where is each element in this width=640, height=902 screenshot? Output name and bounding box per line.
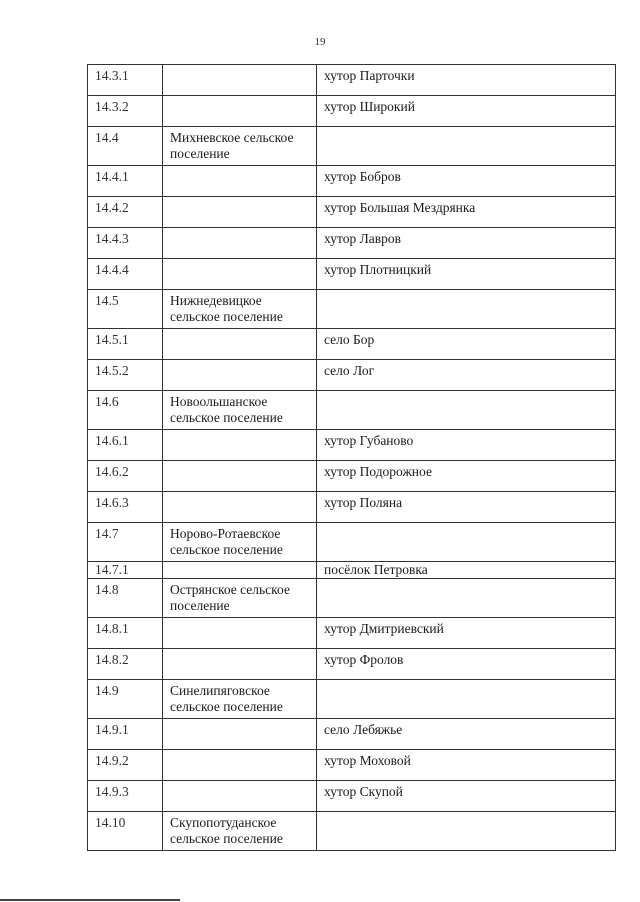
table-row	[88, 259, 616, 290]
settlement-name	[163, 649, 317, 680]
row-number: 14.7	[88, 523, 163, 562]
row-number: 14.10	[88, 812, 163, 851]
row-number: 14.8.1	[88, 618, 163, 649]
settlement-name	[163, 228, 317, 259]
settlement-name: Норово-Ротаевское сельское поселение	[163, 523, 317, 562]
locality-name: хутор Дмитриевский	[317, 618, 616, 649]
row-number: 14.8	[88, 579, 163, 618]
locality-name: хутор Лавров	[317, 228, 616, 259]
locality-name: посёлок Петровка	[317, 562, 616, 579]
row-number: 14.3.2	[88, 96, 163, 127]
table-body	[88, 65, 616, 851]
row-number: 14.6.3	[88, 492, 163, 523]
settlement-name	[163, 166, 317, 197]
settlement-name: Острянское сельское поселение	[163, 579, 317, 618]
settlement-name: Нижнедевицкое сельское поселение	[163, 290, 317, 329]
row-number: 14.6.2	[88, 461, 163, 492]
settlement-name: Синелипяговское сельское поселение	[163, 680, 317, 719]
locality-name: село Лог	[317, 360, 616, 391]
locality-name: хутор Губаново	[317, 430, 616, 461]
row-number: 14.9	[88, 680, 163, 719]
table-row	[88, 127, 616, 166]
table-row	[88, 812, 616, 851]
settlement-name	[163, 719, 317, 750]
row-number: 14.5	[88, 290, 163, 329]
locality-name: село Бор	[317, 329, 616, 360]
table-row	[88, 166, 616, 197]
settlement-name	[163, 618, 317, 649]
table-row	[88, 579, 616, 618]
row-number: 14.3.1	[88, 65, 163, 96]
row-number: 14.6.1	[88, 430, 163, 461]
row-number: 14.4	[88, 127, 163, 166]
settlement-name	[163, 360, 317, 391]
table-row	[88, 680, 616, 719]
table-row	[88, 290, 616, 329]
table-row	[88, 228, 616, 259]
row-number: 14.4.3	[88, 228, 163, 259]
table-row	[88, 391, 616, 430]
locality-name	[317, 523, 616, 562]
table-row	[88, 197, 616, 228]
settlement-name	[163, 461, 317, 492]
table-row	[88, 96, 616, 127]
settlement-name	[163, 329, 317, 360]
locality-name	[317, 579, 616, 618]
locality-name: хутор Широкий	[317, 96, 616, 127]
locality-name	[317, 391, 616, 430]
locality-name: хутор Моховой	[317, 750, 616, 781]
locality-name: хутор Поляна	[317, 492, 616, 523]
locality-name: хутор Фролов	[317, 649, 616, 680]
row-number: 14.4.1	[88, 166, 163, 197]
table-row	[88, 649, 616, 680]
settlement-name	[163, 430, 317, 461]
locality-name: хутор Парточки	[317, 65, 616, 96]
row-number: 14.5.2	[88, 360, 163, 391]
settlement-name: Михневское сельское поселение	[163, 127, 317, 166]
locality-name: хутор Подорожное	[317, 461, 616, 492]
settlement-name	[163, 65, 317, 96]
row-number: 14.5.1	[88, 329, 163, 360]
locality-name	[317, 812, 616, 851]
row-number: 14.4.2	[88, 197, 163, 228]
settlement-name	[163, 259, 317, 290]
settlement-name	[163, 750, 317, 781]
settlement-name	[163, 96, 317, 127]
table-row	[88, 65, 616, 96]
page-number: 19	[314, 36, 326, 48]
row-number: 14.8.2	[88, 649, 163, 680]
locality-name: хутор Большая Мездрянка	[317, 197, 616, 228]
row-number: 14.6	[88, 391, 163, 430]
table-row	[88, 492, 616, 523]
locality-name	[317, 680, 616, 719]
row-number: 14.7.1	[88, 562, 163, 579]
footer-rule	[0, 899, 180, 901]
table-row	[88, 618, 616, 649]
table-row	[88, 329, 616, 360]
locality-name: село Лебяжье	[317, 719, 616, 750]
table-row	[88, 562, 616, 579]
table-row	[88, 781, 616, 812]
locality-name: хутор Плотницкий	[317, 259, 616, 290]
row-number: 14.4.4	[88, 259, 163, 290]
table-row	[88, 430, 616, 461]
settlement-name: Скупопотуданское сельское поселение	[163, 812, 317, 851]
row-number: 14.9.2	[88, 750, 163, 781]
settlement-name	[163, 562, 317, 579]
table-row	[88, 719, 616, 750]
table-row	[88, 750, 616, 781]
settlement-name	[163, 197, 317, 228]
table-row	[88, 360, 616, 391]
locality-name: хутор Бобров	[317, 166, 616, 197]
locality-name: хутор Скупой	[317, 781, 616, 812]
settlement-name	[163, 492, 317, 523]
table-row	[88, 523, 616, 562]
row-number: 14.9.1	[88, 719, 163, 750]
row-number: 14.9.3	[88, 781, 163, 812]
settlements-table	[87, 64, 616, 851]
settlement-name: Новоольшанское сельское поселение	[163, 391, 317, 430]
settlement-name	[163, 781, 317, 812]
table-row	[88, 461, 616, 492]
locality-name	[317, 290, 616, 329]
locality-name	[317, 127, 616, 166]
